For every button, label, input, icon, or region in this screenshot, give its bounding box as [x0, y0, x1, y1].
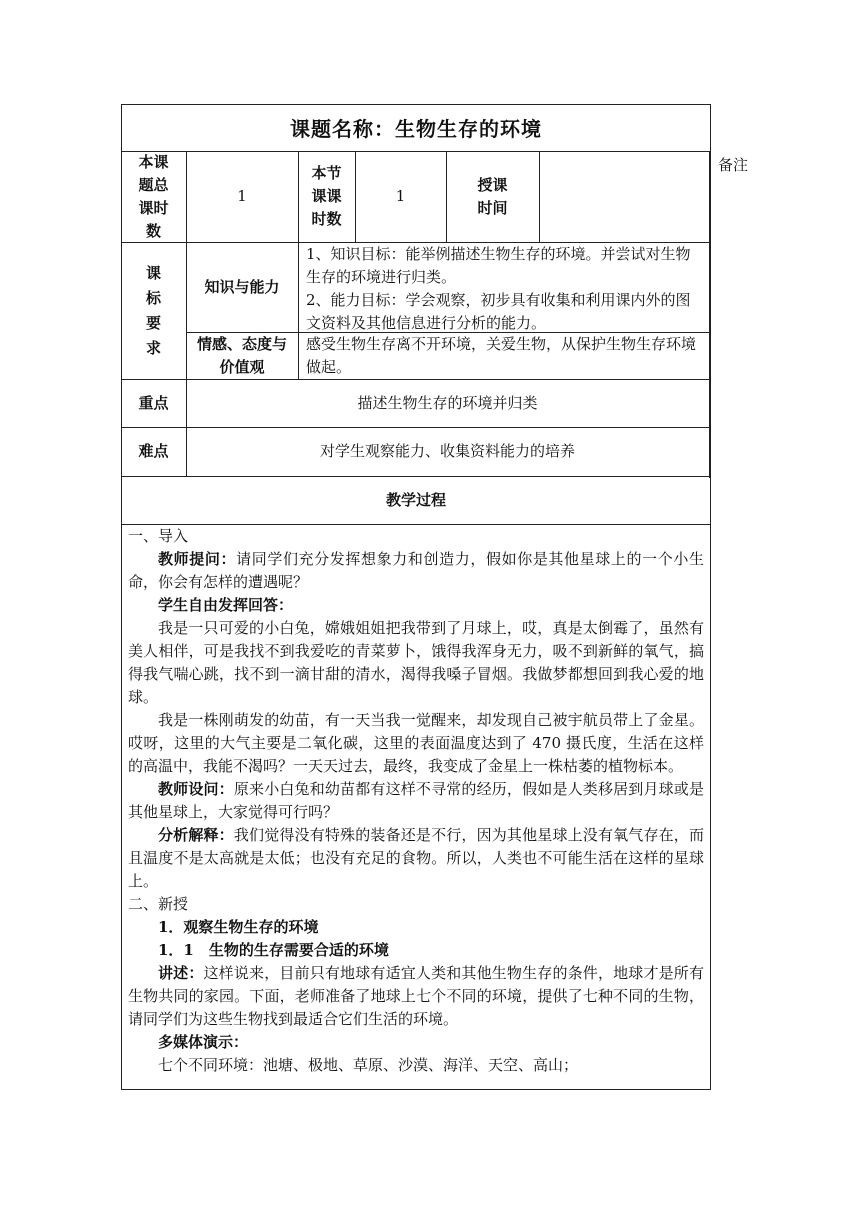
emotion-label: 情感、态度与价值观	[196, 334, 287, 376]
col-line	[709, 151, 710, 476]
multimedia-label: 多媒体演示：	[158, 1033, 249, 1051]
section-new: 二、新授	[128, 895, 189, 913]
environment-list: 七个不同环境：池塘、极地、草原、沙漠、海洋、天空、高山；	[158, 1056, 579, 1074]
teacher-followup-text: 原来小白兔和幼苗都有这样不寻常的经历，假如是人类移居到月球或是其他星球上，大家觉得可行吗？	[128, 780, 704, 821]
remarks-label: 备注	[718, 156, 749, 174]
knowledge-text-block	[306, 243, 704, 335]
knowledge-text-2: 2、能力目标：学会观察，初步具有收集和利用课内外的图文资料及其他信息进行分析的能力。	[306, 291, 691, 332]
subsection-1-1: 1．1 生物的生存需要合适的环境	[158, 941, 389, 959]
student-answer-1: 我是一只可爱的小白兔，嫦娥姐姐把我带到了月球上，哎，真是太倒霉了，虽然有美人相伴，可是我找不到我爱吃的青菜萝卜，饿得我浑身无力，吸不到新鲜的氧气，搞得我气喘心跳，找不到一滴甘甜的清水，渴得我嗓子冒烟。我做梦都想回到我心爱的地球。	[128, 619, 704, 706]
teach-time-label-cell	[446, 151, 539, 242]
process-heading: 教学过程	[385, 490, 446, 509]
section-hours-value: 1	[395, 187, 406, 205]
requirements-label: 课标要求	[145, 263, 161, 357]
difficulty-label: 难点	[138, 442, 169, 460]
process-body	[128, 525, 704, 1077]
page-title: 课题名称：生物生存的环境	[290, 117, 542, 141]
requirements-label-cell	[121, 242, 186, 379]
analysis-label: 分析解释：	[158, 826, 234, 844]
lecture-text: 这样说来，目前只有地球有适宜人类和其他生物生存的条件，地球才是所有生物共同的家园。下面，老师准备了地球上七个不同的环境，提供了七种不同的生物，请同学们为这些生物找到最适合它们生活的环境。	[128, 964, 704, 1028]
lecture	[128, 962, 704, 1031]
section-intro: 一、导入	[128, 527, 189, 545]
subsection-1: 1．观察生物生存的环境	[158, 918, 319, 936]
lecture-label: 讲述：	[158, 964, 204, 982]
analysis-text: 我们觉得没有特殊的装备还是不行，因为其他星球上没有氧气存在，而且温度不是太高就是太低；也没有充足的食物。所以，人类也不可能生活在这样的星球上。	[128, 826, 704, 890]
section-hours-label-cell	[298, 151, 355, 242]
difficulty-text: 对学生观察能力、收集资料能力的培养	[319, 442, 575, 460]
teacher-question	[128, 548, 704, 594]
teacher-followup-label: 教师设问：	[158, 780, 234, 798]
knowledge-text-1: 1、知识目标：能举例描述生物生存的环境。并尝试对生物生存的环境进行归类。	[306, 245, 691, 286]
teach-time-value	[539, 151, 709, 242]
teacher-question-text: 请同学们充分发挥想象力和创造力，假如你是其他星球上的一个小生命，你会有怎样的遭遇呢？	[128, 550, 704, 591]
knowledge-label: 知识与能力	[204, 277, 280, 296]
analysis	[128, 824, 704, 893]
total-hours-value: 1	[237, 187, 247, 205]
teach-time-label: 授课时间	[477, 175, 508, 217]
section-hours-label: 本节课课时数	[311, 164, 342, 228]
student-answer-2: 我是一株刚萌发的幼苗，有一天当我一觉醒来，却发现自己被宇航员带上了金星。哎呀，这里的大气主要是二氧化碳，这里的表面温度达到了 470 摄氏度，生活在这样的高温中，我能不渴吗？一天天过去，最终，我变成了金星上一株枯萎的植物标本。	[128, 711, 704, 775]
key-point-text: 描述生物生存的环境并归类	[357, 393, 538, 412]
total-hours-label-cell	[121, 151, 186, 242]
key-point-label: 重点	[138, 393, 169, 412]
total-hours-label: 本课题总课时数	[138, 152, 169, 240]
emotion-text: 感受生物生存离不开环境，关爱生物，从保护生物生存环境做起。	[306, 335, 697, 376]
emotion-label-cell	[186, 332, 298, 379]
student-answer-label: 学生自由发挥回答：	[158, 596, 294, 614]
teacher-question-label: 教师提问：	[158, 550, 237, 568]
teacher-followup	[128, 778, 704, 824]
